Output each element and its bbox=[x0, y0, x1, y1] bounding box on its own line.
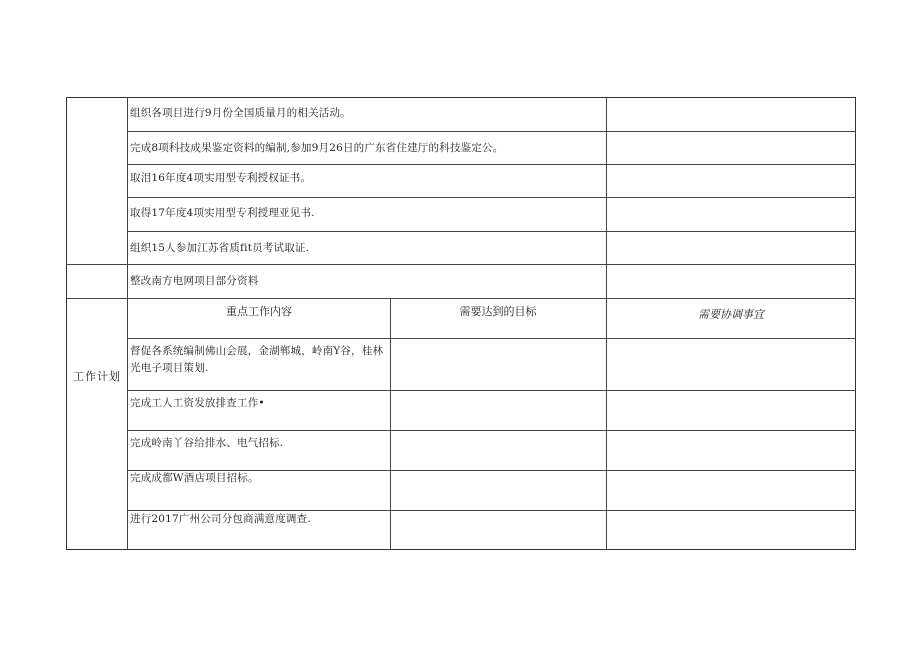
summary-item: 整改南方电网项目部分资料 bbox=[130, 275, 259, 287]
row-divider bbox=[128, 164, 856, 165]
plan-item: 完成岭南丫谷给排水、电气招标. bbox=[130, 437, 284, 449]
column-divider bbox=[127, 97, 128, 550]
row-divider bbox=[128, 197, 856, 198]
summary-item: 组织各项目进行9月份全国质量月的相关活动。 bbox=[130, 107, 351, 119]
row-divider bbox=[66, 264, 856, 265]
summary-item: 组织15人参加江苏省质fit员考试取证. bbox=[130, 242, 310, 254]
header-coordination: 需要协调事宜 bbox=[698, 308, 764, 321]
header-key-content: 重点工作内容 bbox=[226, 305, 292, 318]
summary-item: 完成8项科技成果鉴定资料的编制,参加9月26日的广东省住建厅的科技鉴定公。 bbox=[130, 142, 504, 154]
column-divider bbox=[606, 97, 607, 550]
work-plan-label: 工作计划 bbox=[73, 370, 121, 383]
summary-item: 取泪16年度4项实用型专利授权证书。 bbox=[130, 172, 312, 184]
column-divider bbox=[390, 298, 391, 550]
row-divider bbox=[66, 298, 856, 299]
header-target: 需要达到的目标 bbox=[459, 305, 537, 318]
summary-item: 取得17年度4项实用型专利授理亚见书. bbox=[130, 207, 315, 219]
plan-item: 督促各系统编制佛山会展，金湖郸城，岭南Y谷，桂林光电子项目策划. bbox=[130, 345, 384, 374]
row-divider bbox=[128, 430, 856, 431]
row-divider bbox=[128, 338, 856, 339]
row-divider bbox=[128, 131, 856, 132]
row-divider bbox=[128, 390, 856, 391]
plan-item: 完成成都W酒店项目招标。 bbox=[130, 472, 259, 484]
row-divider bbox=[128, 231, 856, 232]
plan-item: 进行2017广州公司分包商满意度调查. bbox=[130, 513, 311, 525]
plan-item: 完成工人工资发放排查工作• bbox=[130, 397, 265, 409]
